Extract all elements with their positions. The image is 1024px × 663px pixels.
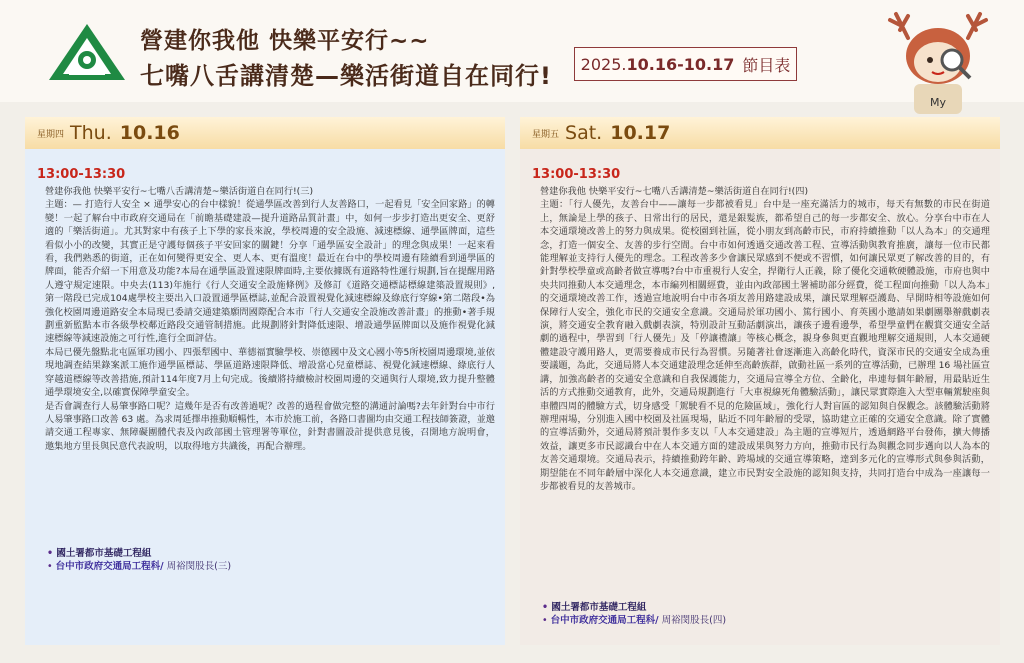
schedule-date-box xyxy=(574,47,797,81)
schedule-label: 節目表 xyxy=(742,55,791,75)
organizer-secondary: • 台中市政府交通局工程科/ 周裕閔股長(四) xyxy=(542,614,726,627)
session-organizers xyxy=(542,601,726,627)
weekday-zh: 星期四 xyxy=(37,129,65,140)
mascot-badge-text: My xyxy=(930,96,947,109)
organizer-primary: • 國土署都市基礎工程組 xyxy=(47,547,231,560)
session-paragraph: 是否會調查行人易肇事路口呢？這幾年是否有改善過呢？改善的過程會做完整的溝通討論嗎?去年針對台中市行人易肇事路口改善 63 處。為求周延擇串推動順暢性，本市於施工前，各路口書圖均由交通工程技師簽證，並邀請交通工程專家、無障礙團體代表及內政部國土管理署等單位，針對書圖設計提供意見後，召開地方說明會，邀集地方里長與民意代表說明，以取得地方共識後，再配合辦理。 xyxy=(45,400,495,452)
day-panel-thu xyxy=(25,117,505,645)
page-title-line2: 七嘴八舌講清楚—樂活街道自在同行! xyxy=(140,62,552,90)
session-paragraph: 主題：「行人優先，友善台中——讓每一步都被看見」台中是一座充滿活力的城市，每天有無數的市民在街道上，無論是上學的孩子、日常出行的居民，還是銀髮族，都希望自己的每一步都安全、放心。分享台中市在人本交通環境改善上的努力與成果。從校園到社區，從小朋友到高齡市民，市府持續推動「以人為本」的交通理念，打造一個安全、友善的步行空間。台中市如何透過交通改善工程、宣導活動與教育推廣，讓每一位市民都能理解並支持行人優先的理念。工程改善多少會讓民眾感到不便或不習慣，如何讓民眾更了解改善的目的，有針對學校學童或高齡者做宣導嗎?台中市重視行人安全，捍衛行人正義，除了優化交通軟硬體設施，市府也與中央共同推動人本交通理念，本市編列相關經費，並由內政部國土署補助部分經費，從工程面向推動「以人為本」的交通環境改善工作，透過宣地說明台中市各項友善用路建設成果，讓民眾理解亞護島、早開時相等設施如何保障行人安全，強化市民的交通安全意識。交通局於軍功國小、篤行國小、育英國小邀請如果劇團舉辦戲劇表演，將交通安全教育融入戲劇表演，特別設計互動話劇演出，讓孩子邊看邊學，希望學童們在觀賞交通安全話劇的過程中，學習到「行人優先」及「停讓禮讓」等核心概念，親身參與更直觀地理解交通規則，人本交通硬體建設守護用路人，更需要養成市民行為習慣。另隨著社會逐漸進入高齡化時代，資深市民的交通安全成為重要議題，為此，交通局將人本交通建設理念延伸至高齡族群，啟動社區一系列的宣導活動，已辦理 16 場社區宣講，加強高齡者的交通安全意識和自我保護能力，交通局宣導全方位、全齡化，串連每個年齡層，用最貼近生活的方式推動交通教育，此外，交通局規劃進行「大車視線死角體驗活動」，讓民眾實際進入大型車輛駕駛座與車體四周的體驗方式，切身感受「駕駛看不見的危險區域」，強化行人對盲區的認知與自保觀念。該體驗活動將辦理兩場，分別進入國中校園及社區現場，貼近不同年齡層的受眾，協助建立正確的交通安全意識。除了實體的宣導活動外，交通局將預計製作多支以「人本交通建設」為主題的宣導短片，透過網路平台發佈，擴大傳播效益，讓更多市民認識台中在人本交通方面的建設成果與努力方向，推動市民行為與觀念同步邁向以人為本的友善交通環境。交通局表示，持續推動跨年齡、跨場域的交通宣導策略，達到多元化的宣導形式與參與活動，期望能在不同年齡層中深化人本交通意識，建立市民對安全設施的認知與支持，共同打造台中成為一座讓每一步都被看見的友善城市。 xyxy=(540,199,990,492)
organizer-secondary: • 台中市政府交通局工程科/ 周裕閔股長(三) xyxy=(47,560,231,573)
session-title: 營建你我他 快樂平安行~七嘴八舌講清楚~樂活街道自在同行!(三) xyxy=(45,186,314,197)
page-header xyxy=(0,0,1024,109)
date-range: 10.16-10.17 xyxy=(626,54,735,74)
day-panel-fri xyxy=(520,117,1000,645)
deer-mascot-icon xyxy=(878,8,998,116)
agency-logo-icon xyxy=(47,22,127,82)
session-paragraph: 本局已優先盤點北屯區軍功國小、四張犁國中、華德福實驗學校、崇德國中及文心國小等5所校園周邊環境,並依現地調查結果錄案派工施作通學區標誌、學區道路速限降低、增設當心兒童標誌、視覺化減速標線、綠底行人穿越道標線等改善措施,預計114年度7月上旬完成。後續將持續檢討校園周邊的交通與行人環境,致力提升整體通學環境安全,以確實保障學童安全。 xyxy=(45,346,495,399)
session-organizers xyxy=(47,547,231,573)
day-header xyxy=(520,117,1000,149)
session-description xyxy=(45,185,495,453)
organizer-primary: • 國土署都市基礎工程組 xyxy=(542,601,726,614)
speaker-name: 周裕閔股長(四) xyxy=(661,615,727,626)
date-prefix: 2025. xyxy=(580,54,627,74)
day-header xyxy=(25,117,505,149)
weekday-zh: 星期五 xyxy=(532,129,560,140)
session-title: 營建你我他 快樂平安行~七嘴八舌講清楚~樂活街道自在同行!(四) xyxy=(540,186,809,197)
weekday-en: Thu. xyxy=(70,122,112,144)
session-time: 13:00-13:30 xyxy=(532,167,621,182)
page-title-line1: 營建你我他 快樂平安行~~ xyxy=(140,28,430,54)
day-date: 10.17 xyxy=(610,122,671,144)
session-paragraph: 主題：— 打造行人安全 × 通學安心的台中樣貌！從通學區改善到行人友善路口，一起看見「安全回家路」的轉變！一起了解台中市政府交通局在「前瞻基礎建設—提升道路品質計畫」中，如何一步步打造出更安全、更舒適的「樂活街道」。尤其對家中有孩子上下學的家長來說，學校周邊的安全設施、減速標線、通學區牌面，這些看似小小的改變，其實正是守護每個孩子平安回家的關鍵！分享「通學區安全設計」的理念與成果！一起來看看，我們熟悉的街道，正在如何變得更安全、更人本、更有溫度！最近在台中的學校周邊有陸續看到通學區的牌面，能否介紹一下用意及功能?本局在通學區設置速限牌面時,主要依據既有道路特性運行規劃,旨在提醒用路人遵守規定速限。中央去(113)年施行《行人交通安全設施條例》及修訂《道路交通標誌標線建築設置規則》,第一階段已完成104處學校主要出入口設置通學區標誌,並配合設置視覺化減速標線及綠底行穿線•第二階段•為強化校園周邊道路安全本局現已委請交通建築願問國際配合本市「行人交通安全設施改善計畫」的推動•著手規劃重新監點本市各級學校鄰近路段交通管制措施。此規劃將針對降低速限、增設通學區牌面以及施作視覺化減速標線等減速設施之可行性,進行全面評估。 xyxy=(45,199,495,345)
day-date: 10.16 xyxy=(119,122,180,144)
weekday-en: Sat. xyxy=(565,122,603,144)
session-time: 13:00-13:30 xyxy=(37,167,126,182)
session-description xyxy=(540,185,990,493)
speaker-name: 周裕閔股長(三) xyxy=(166,561,232,572)
